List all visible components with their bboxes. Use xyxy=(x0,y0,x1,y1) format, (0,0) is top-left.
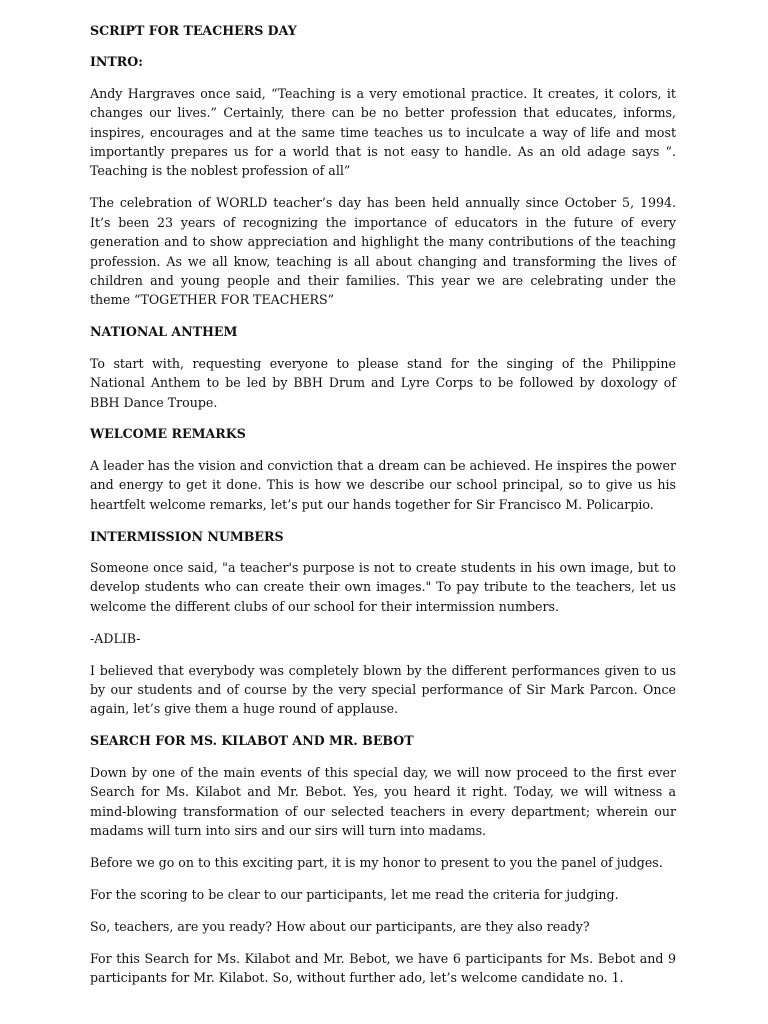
search-paragraph-participants: For this Search for Ms. Kilabot and Mr. Bebot, we have 6 participants for Ms. Bebot and 9 participants for Mr. Kilabot. So, without further ado, let’s welcome candidate no. 1. xyxy=(90,950,676,985)
intermission-paragraph: Someone once said, "a teacher's purpose is not to create students in his own image, but to develop students who can create their own images." To pay tribute to the teachers, let us welcome the different clubs of our school for their intermission numbers. xyxy=(90,559,676,614)
intro-paragraph-2: The celebration of WORLD teacher’s day has been held annually since October 5, 1994. It’s been 23 years of recognizing the importance of educators in the future of every generation and to show appreciation and highlight the many contributions of the teaching profession. As we all know, teaching is all about changing and transforming the lives of children and young people and their families. This year we are celebrating under the theme “TOGETHER FOR TEACHERS” xyxy=(90,195,676,308)
national-anthem-paragraph: To start with, requesting everyone to please stand for the singing of the Philippine National Anthem to be led by BBH Drum and Lyre Corps to be followed by doxology of BBH Dance Troupe. xyxy=(90,355,676,410)
section-heading-intro: INTRO: xyxy=(90,54,143,70)
welcome-remarks-paragraph: A leader has the vision and conviction that a dream can be achieved. He inspires the power and energy to get it done. This is how we describe our school principal, so to give us his heartfelt welcome remarks, let’s put our hands together for Sir Francisco M. Policarpio. xyxy=(90,457,676,512)
intro-paragraph-1: Andy Hargraves once said, “Teaching is a very emotional practice. It creates, it colors, it changes our lives.” Certainly, there can be no better profession that educates, informs, inspires, encourages and at the same time teaches us to inculcate a way of life and most importantly prepares us for a world that is not easy to handle. As an old adage says “. Teaching is the noblest profession of all” xyxy=(90,85,676,179)
applause-paragraph: I believed that everybody was completely blown by the different performances given to us by our students and of course by the very special performance of Sir Mark Parcon. Once again, let’s give them a huge round of applause. xyxy=(90,662,676,717)
section-heading-intermission-numbers: INTERMISSION NUMBERS xyxy=(90,528,284,544)
search-paragraph-1: Down by one of the main events of this special day, we will now proceed to the first ever Search for Ms. Kilabot and Mr. Bebot. Yes, you heard it right. Today, we will witness a mind-blowing transformation of our selected teachers in every department; wherein our madams will turn into sirs and our sirs will turn into madams. xyxy=(90,764,676,838)
document-page xyxy=(90,21,676,1000)
search-paragraph-ready: So, teachers, are you ready? How about our participants, are they also ready? xyxy=(90,918,590,934)
document-title: SCRIPT FOR TEACHERS DAY xyxy=(90,23,297,38)
section-heading-search: SEARCH FOR MS. KILABOT AND MR. BEBOT xyxy=(90,733,414,749)
section-heading-welcome-remarks: WELCOME REMARKS xyxy=(90,426,246,442)
adlib-line: -ADLIB- xyxy=(90,630,141,646)
section-heading-national-anthem: NATIONAL ANTHEM xyxy=(90,324,238,340)
search-paragraph-judges: Before we go on to this exciting part, it is my honor to present to you the panel of judges. xyxy=(90,854,663,870)
search-paragraph-criteria: For the scoring to be clear to our participants, let me read the criteria for judging. xyxy=(90,886,619,902)
